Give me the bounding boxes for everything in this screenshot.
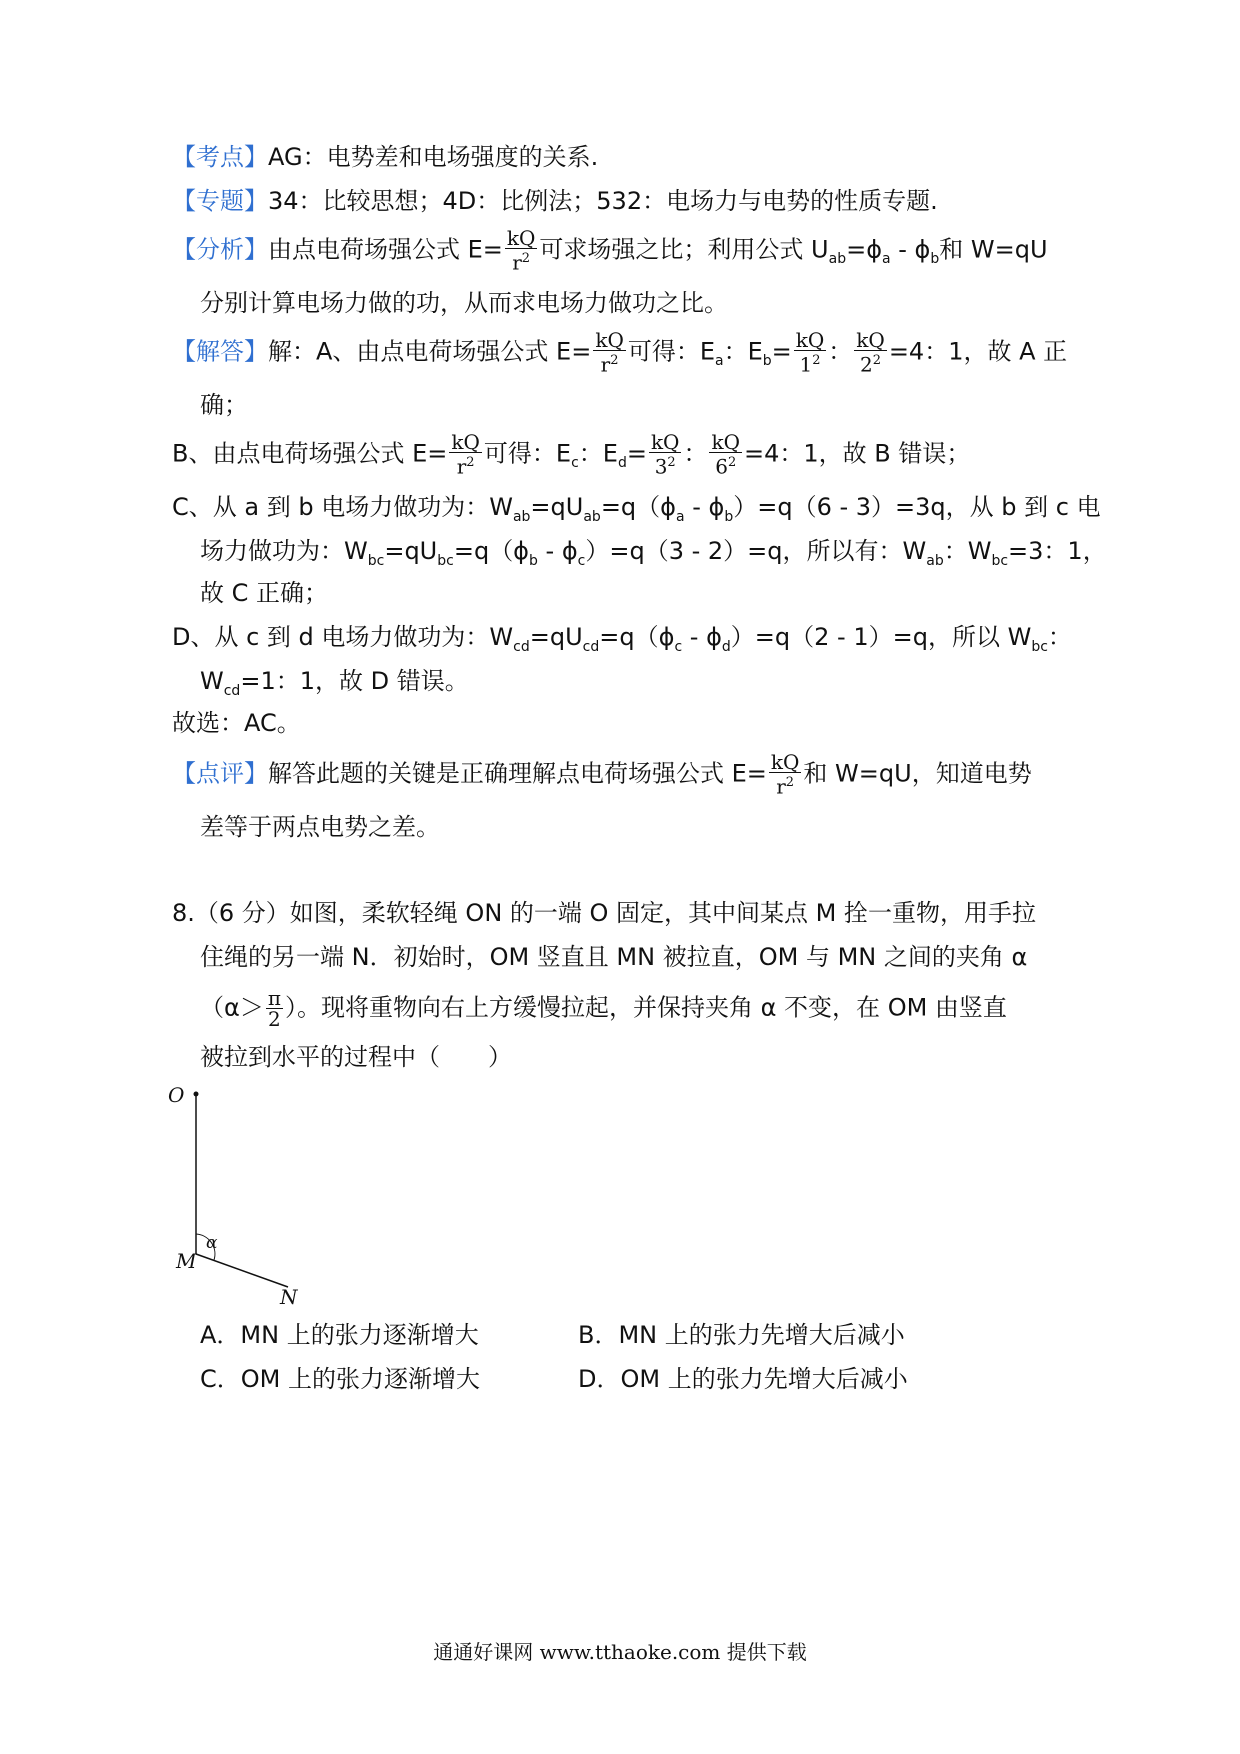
fraction-kq-3sq: $\frac{kQ}{3^2}$ [650, 430, 680, 479]
fraction-kq-r2: $\frac{kQ}{r^2}$ [770, 750, 800, 799]
option-c: C．OM 上的张力逐渐增大 [200, 1365, 480, 1393]
fraction-kq-6sq: $\frac{kQ}{6^2}$ [711, 430, 740, 479]
label-m: M [176, 1249, 197, 1273]
fraction-kq-r2: $\frac{kQ}{r^2}$ [595, 328, 624, 377]
label-alpha: α [206, 1233, 218, 1253]
jieda-d-line-2: $W_{cd}=1$：1，故 D 错误。 [200, 667, 469, 699]
question-line-4: 被拉到水平的过程中（ ） [200, 1043, 512, 1071]
zhuanti-line [172, 186, 938, 216]
jieda-c-line-2: 场力做功为：$W_{bc}=qU_{bc}=q(\phi_b - \phi_c)=q(3 - 2)=q$，所以有：$W_{ab}$：$W_{bc}=3$：1， [200, 537, 1107, 569]
fraction-kq-1sq: $\frac{kQ}{1^2}$ [795, 328, 825, 377]
fraction-pi-2: $\frac{\pi}{2}$ [267, 986, 281, 1031]
dianping-tag: 【点评】 [172, 759, 268, 788]
fraction-kq-2sq: $\frac{kQ}{2^2}$ [856, 328, 885, 377]
kaodian-text: AG：电势差和电场强度的关系. [268, 143, 599, 171]
jieda-line-2: 确； [200, 391, 248, 419]
frac-num: kQ [506, 226, 536, 250]
fenxi-line-2: 分别计算电场力做的功，从而求电场力做功之比。 [200, 289, 728, 317]
answer-line: 故选：AC。 [172, 709, 301, 737]
kaodian-line [172, 142, 598, 172]
jieda-d-line-1: D、从 c 到 d 电场力做功为：$W_{cd}=qU_{cd}=q(\phi_c - \phi_d)=q(2 - 1)=q$，所以 $W_{bc}$： [172, 623, 1072, 655]
question-line-1: 8.（6 分）如图，柔软轻绳 ON 的一端 O 固定，其中间某点 M 拴一重物，用手拉 [172, 899, 1037, 927]
kaodian-tag: 【考点】 [172, 143, 268, 171]
jieda-tag: 【解答】 [172, 337, 268, 366]
option-b: B．MN 上的张力先增大后减小 [578, 1321, 905, 1349]
jieda-line-1: 【解答】解：A、由点电荷场强公式 E= $\frac{kQ}{r^2}$ 可得：$E_a$：$E_b=$ $\frac{kQ}{1^2}$ ： $\frac{kQ}{2^2}$ =4：1，故 A 正 [172, 328, 1068, 377]
option-d: D．OM 上的张力先增大后减小 [578, 1365, 908, 1393]
fenxi-line-1: 【分析】由点电荷场强公式 E= $\frac{kQ}{r^2}$ 可求场强之比；利用公式 $U_{ab}=\phi_a - \phi_b$和 W=qU [172, 226, 1048, 275]
rope-mn [196, 1254, 288, 1287]
question-line-3: （α＞ $\frac{\pi}{2}$ ）。现将重物向右上方缓慢拉起，并保持夹角 α 不变，在 OM 由竖直 [200, 986, 1007, 1031]
frac-den: $r^2$ [512, 250, 531, 275]
label-n: N [280, 1285, 298, 1309]
footer-text: 通通好课网 www.tthaoke.com 提供下载 [433, 1640, 807, 1664]
jieda-c-line-1: C、从 a 到 b 电场力做功为：$W_{ab}=qU_{ab}=q(\phi_a - \phi_b)=q(6 - 3)=3q$，从 b 到 c 电 [172, 493, 1101, 525]
rope-diagram [168, 1082, 328, 1309]
fraction-kq-r2 [505, 228, 538, 273]
option-a: A．MN 上的张力逐渐增大 [200, 1321, 479, 1349]
dianping-line-2: 差等于两点电势之差。 [200, 813, 440, 841]
jieda-b-line: B、由点电荷场强公式 E= $\frac{kQ}{r^2}$ 可得：$E_c$：$E_d=$ $\frac{kQ}{3^2}$ ： $\frac{kQ}{6^2}$ =4：1，故 B 错误； [172, 430, 971, 479]
label-o: O [168, 1083, 185, 1107]
zhuanti-text: 34：比较思想；4D：比例法；532：电场力与电势的性质专题. [268, 187, 938, 215]
fraction-kq-r2: $\frac{kQ}{r^2}$ [451, 430, 480, 479]
fenxi-text-b: 可求场强之比；利用公式 U [539, 235, 829, 264]
zhuanti-tag: 【专题】 [172, 187, 268, 215]
fenxi-tag: 【分析】 [172, 235, 268, 264]
dianping-line-1: 【点评】解答此题的关键是正确理解点电荷场强公式 E= $\frac{kQ}{r^2}$ 和 W=qU，知道电势 [172, 750, 1032, 799]
jieda-c-line-3: 故 C 正确； [200, 579, 329, 607]
question-line-2: 住绳的另一端 N．初始时，OM 竖直且 MN 被拉直，OM 与 MN 之间的夹角 α [200, 943, 1028, 971]
fenxi-text-a: 由点电荷场强公式 E= [268, 235, 503, 264]
